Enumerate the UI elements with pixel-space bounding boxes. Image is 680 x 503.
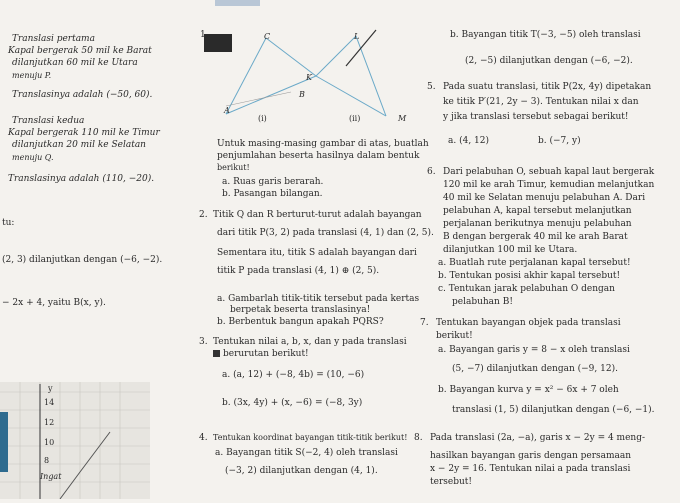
q7-number: 7. <box>420 318 429 328</box>
left-text: dilanjutkan 20 mil ke Selatan <box>12 140 146 150</box>
q6-text: 120 mil ke arah Timur, kemudian melanjutkan <box>443 180 655 190</box>
left-fragment: (2, 3) dilanjutkan dengan (−6, −2). <box>2 255 163 265</box>
q6-option-c: c. Tentukan jarak pelabuhan O dengan <box>438 284 615 294</box>
q2-option-a: berpetak beserta translasinya! <box>230 305 371 315</box>
q8-text: x − 2y = 16. Tentukan nilai a pada translasi <box>430 464 631 474</box>
left-text: menuju P. <box>12 71 52 80</box>
q6-text: B dengan bergerak 40 mil ke arah Barat <box>443 232 628 242</box>
left-result: Translasinya adalah (−50, 60). <box>12 90 153 100</box>
q4-option-b: b. Bayangan titik T(−3, −5) oleh translasi <box>450 30 641 40</box>
tick-label: 8 <box>44 456 50 465</box>
q5-text: ke titik P′(21, 2y − 3). Tentukan nilai x dan <box>443 97 639 107</box>
q8-text: tersebut! <box>430 477 472 487</box>
q6-text: 40 mil ke Selatan menuju pelabuhan A. Dari <box>443 193 646 203</box>
q6-text: perjalanan berikutnya menuju pelabuhan <box>443 219 632 229</box>
q6-option-c: pelabuhan B! <box>452 297 513 307</box>
q5-text: y jika translasi tersebut sebagai berikut! <box>443 112 629 122</box>
q2-text: dari titik P(3, 2) pada translasi (4, 1) dan (2, 5). <box>217 228 434 238</box>
q7-option-a: a. Bayangan garis y = 8 − x oleh translasi <box>438 345 630 355</box>
q2-text: titik P pada translasi (4, 1) ⊕ (2, 5). <box>217 266 380 276</box>
q5-option-a: a. (4, 12) <box>448 136 490 146</box>
q6-option-a: a. Buatlah rute perjalanan kapal tersebut! <box>438 258 631 268</box>
q8-number: 8. <box>414 433 423 443</box>
q1-option-a: a. Ruas garis berarah. <box>222 177 324 187</box>
fig-label: A <box>224 106 230 115</box>
q6-text: Dari pelabuhan O, sebuah kapal laut bergerak <box>443 167 655 177</box>
q6-number: 6. <box>427 167 436 177</box>
left-result: Translasinya adalah (110, −20). <box>8 174 155 184</box>
q1-text: penjumlahan beserta hasilnya dalam bentuk <box>217 151 420 161</box>
q7-option-b: b. Bayangan kurva y = x² − 6x + 7 oleh <box>438 385 619 395</box>
q2-option-b: b. Berbentuk bangun apakah PQRS? <box>217 317 384 327</box>
q4-option-a: a. Bayangan titik S(−2, 4) oleh translasi <box>215 448 398 458</box>
tick-label: 10 <box>44 438 55 447</box>
left-text: Kapal bergerak 110 mil ke Timur <box>8 128 160 138</box>
heading-translasi-kedua: Translasi kedua <box>12 116 85 126</box>
left-text: Kapal bergerak 50 mil ke Barat <box>8 46 152 56</box>
q1-text: berikut! <box>217 163 250 172</box>
fig-label: K <box>306 73 312 82</box>
q7-text: Tentukan bayangan objek pada translasi <box>436 318 621 328</box>
q2-text: Sementara itu, titik S adalah bayangan dari <box>217 248 417 258</box>
fig-label: M <box>398 114 407 123</box>
q3-number: 3. <box>199 337 208 347</box>
q2-text: Titik Q dan R berturut-turut adalah bayangan <box>213 210 422 220</box>
q5-text: Pada suatu translasi, titik P(2x, 4y) dipetakan <box>443 82 652 92</box>
q5-number: 5. <box>427 82 436 92</box>
q6-text: dilanjutkan 100 mil ke Utara. <box>443 245 578 255</box>
fig-label: 1. <box>200 30 209 40</box>
fig-label: L <box>354 32 360 41</box>
left-text: dilanjutkan 60 mil ke Utara <box>12 58 138 68</box>
q4-text: Tentukan koordinat bayangan titik-titik berikut! <box>213 433 408 442</box>
fig-label: (ii) <box>349 114 361 123</box>
q6-option-b: b. Tentukan posisi akhir kapal tersebut! <box>438 271 621 281</box>
q5-option-b: b. (−7, y) <box>538 136 581 146</box>
left-text: menuju Q. <box>12 153 54 162</box>
q2-option-a: a. Gambarlah titik-titik tersebut pada kertas <box>217 294 420 304</box>
q3-text: Tentukan nilai a, b, x, dan y pada translasi <box>213 337 407 347</box>
q8-text: hasilkan bayangan garis dengan persamaan <box>430 451 632 461</box>
q3-text: berurutan berikut! <box>213 349 309 360</box>
fig-label: C <box>264 32 271 41</box>
tick-label: 12 <box>44 418 55 427</box>
fig-label: B <box>299 90 305 99</box>
graph-image <box>0 382 150 499</box>
q7-option-a: (5, −7) dilanjutkan dengan (−9, 12). <box>452 364 618 374</box>
left-fragment: tu: <box>2 218 15 228</box>
axis-y-label: y <box>48 384 53 393</box>
q1-text: Untuk masing-masing gambar di atas, buatlah <box>217 139 429 149</box>
q3-option-a: a. (a, 12) + (−8, 4b) = (10, −6) <box>222 370 365 380</box>
q4-number: 4. <box>199 433 208 443</box>
q3-option-b: b. (3x, 4y) + (x, −6) = (−8, 3y) <box>222 398 363 408</box>
q4-option-a: (−3, 2) dilanjutkan dengan (4, 1). <box>225 466 378 476</box>
q7-text: berikut! <box>436 331 473 341</box>
q4-option-b: (2, −5) dilanjutkan dengan (−6, −2). <box>465 56 633 66</box>
heading-translasi-pertama: Translasi pertama <box>12 34 95 44</box>
fig-label: (i) <box>258 114 267 123</box>
header-tab <box>215 0 260 6</box>
q6-text: pelabuhan A, kapal tersebut melanjutkan <box>443 206 632 216</box>
q2-number: 2. <box>199 210 208 220</box>
note: Ingat <box>40 472 62 481</box>
tick-label: 14 <box>44 398 55 407</box>
q7-option-b: translasi (1, 5) dilanjutkan dengan (−6, −1). <box>452 405 655 415</box>
left-fragment: − 2x + 4, yaitu B(x, y). <box>2 298 106 308</box>
q1-option-b: b. Pasangan bilangan. <box>222 189 323 199</box>
q8-text: Pada translasi (2a, −a), garis x − 2y = 4 meng- <box>430 433 646 443</box>
